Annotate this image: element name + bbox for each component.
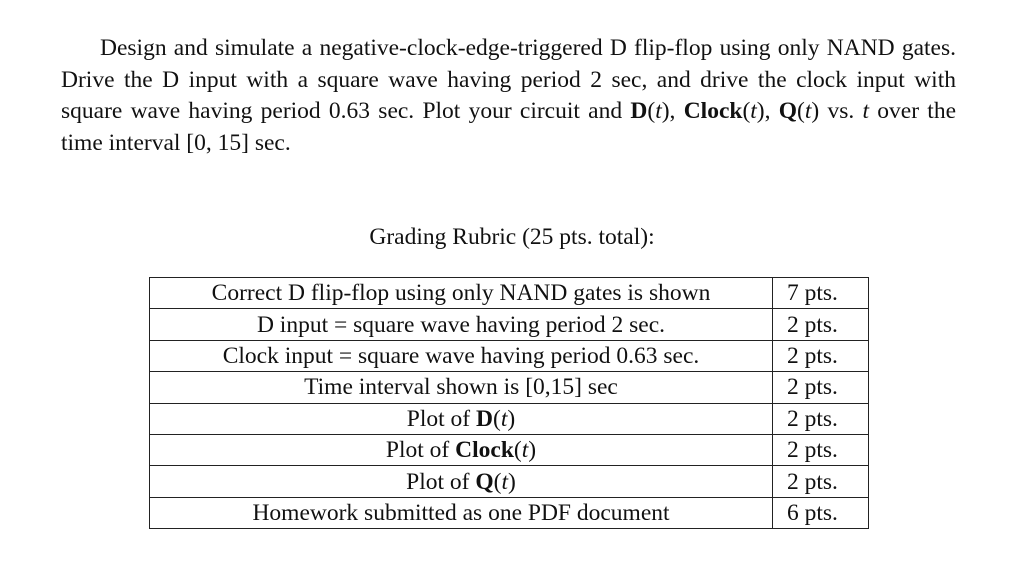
rubric-points: 6 pts.	[773, 497, 869, 528]
rubric-criterion: Homework submitted as one PDF document	[150, 497, 773, 528]
rubric-criterion: Clock input = square wave having period 0.63 sec.	[150, 340, 773, 371]
var-t: t	[862, 98, 870, 125]
rubric-criterion: Plot of Q(t)	[150, 466, 773, 497]
problem-time-interval: over the time interval [0, 15] sec.	[61, 98, 957, 156]
problem-statement: Design and simulate a negative-clock-edge-triggered D flip-flop using only NAND gates. Drive the D input with a square wave having period 2 sec, and drive the clock input with square wave having period 0.63 sec. Plot your circuit and D(t), Clock(t), Q(t) vs. t over the time interval [0, 15] sec.	[61, 35, 957, 156]
rubric-points: 2 pts.	[773, 466, 869, 497]
table-row	[150, 434, 869, 465]
rubric-criterion: Plot of Clock(t)	[150, 434, 773, 465]
rubric-table	[149, 277, 869, 529]
rubric-points: 2 pts.	[773, 372, 869, 403]
table-row	[150, 466, 869, 497]
rubric-points: 7 pts.	[773, 278, 869, 309]
var-t: t	[750, 98, 757, 125]
var-t: t	[655, 98, 662, 125]
rubric-points: 2 pts.	[773, 434, 869, 465]
rubric-title: Grading Rubric (25 pts. total):	[369, 224, 655, 250]
table-row	[150, 497, 869, 528]
rubric-criterion: D input = square wave having period 2 sec.	[150, 309, 773, 340]
problem-intro: Design and simulate a negative-clock-edge-triggered D flip-flop using only NAND gates. Drive the D input with a square wave having period 2 sec, and drive the clock input with square wave having period 0.63 sec. Plot your circuit and	[61, 35, 956, 125]
symbol-q: Q	[778, 98, 798, 125]
rubric-criterion: Time interval shown is [0,15] sec	[150, 372, 773, 403]
table-row	[150, 403, 869, 434]
table-row	[150, 340, 869, 371]
rubric-criterion: Plot of D(t)	[150, 403, 773, 434]
rubric-points: 2 pts.	[773, 309, 869, 340]
symbol-d: D	[630, 98, 648, 125]
table-row	[150, 372, 869, 403]
problem-vs: vs.	[819, 98, 863, 125]
table-row	[150, 278, 869, 309]
rubric-points: 2 pts.	[773, 403, 869, 434]
symbol-clock: Clock	[683, 98, 743, 125]
rubric-points: 2 pts.	[773, 340, 869, 371]
table-row	[150, 309, 869, 340]
rubric-criterion: Correct D flip-flop using only NAND gates is shown	[150, 278, 773, 309]
var-t: t	[804, 98, 812, 125]
